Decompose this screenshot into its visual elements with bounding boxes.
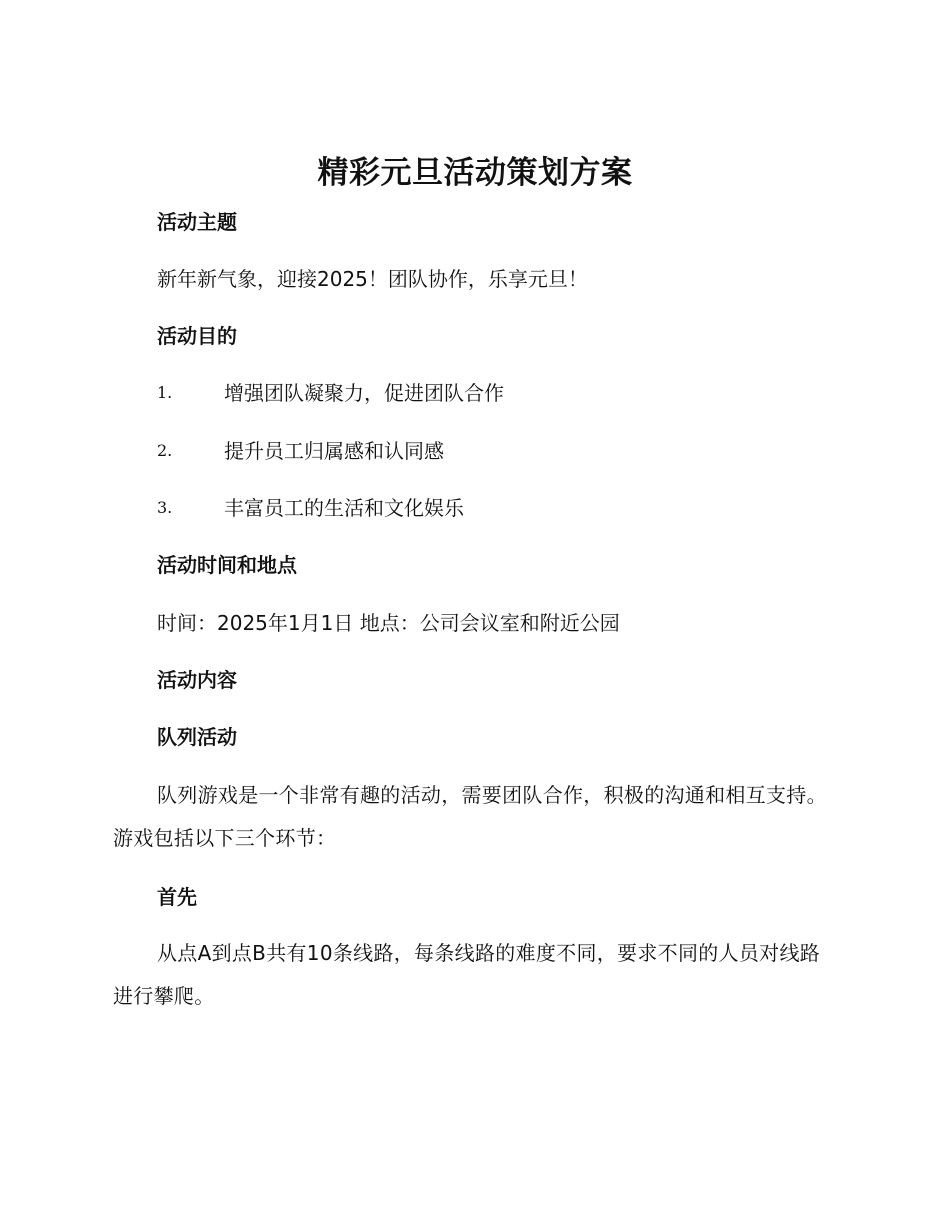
list-number: 2. [157,441,173,460]
purpose-heading: 活动目的 [157,324,237,348]
purpose-list-item [157,378,504,408]
content-heading: 活动内容 [157,668,237,692]
step-paragraph: 从点A到点B共有10条线路，每条线路的难度不同，要求不同的人员对线路进行攀爬。 [113,941,821,1008]
document-title: 精彩元旦活动策划方案 [317,155,633,191]
theme-heading: 活动主题 [157,210,237,234]
time-place-heading: 活动时间和地点 [157,553,297,577]
list-item-text: 提升员工归属感和认同感 [224,439,444,463]
list-number: 3. [157,498,173,517]
purpose-list-item [157,493,464,523]
list-item-text: 丰富员工的生活和文化娱乐 [224,496,464,520]
list-number: 1. [157,383,173,402]
list-item-text: 增强团队凝聚力，促进团队合作 [224,381,504,405]
step-heading: 首先 [157,885,197,909]
queue-activity-paragraph: 队列游戏是一个非常有趣的活动，需要团队合作，积极的沟通和相互支持。游戏包括以下三个环节： [113,783,827,850]
purpose-list-item [157,436,444,466]
time-place-text: 时间：2025年1月1日 地点：公司会议室和附近公园 [157,611,620,635]
theme-text: 新年新气象，迎接2025！团队协作，乐享元旦！ [157,267,588,291]
queue-activity-subheading: 队列活动 [157,725,237,749]
